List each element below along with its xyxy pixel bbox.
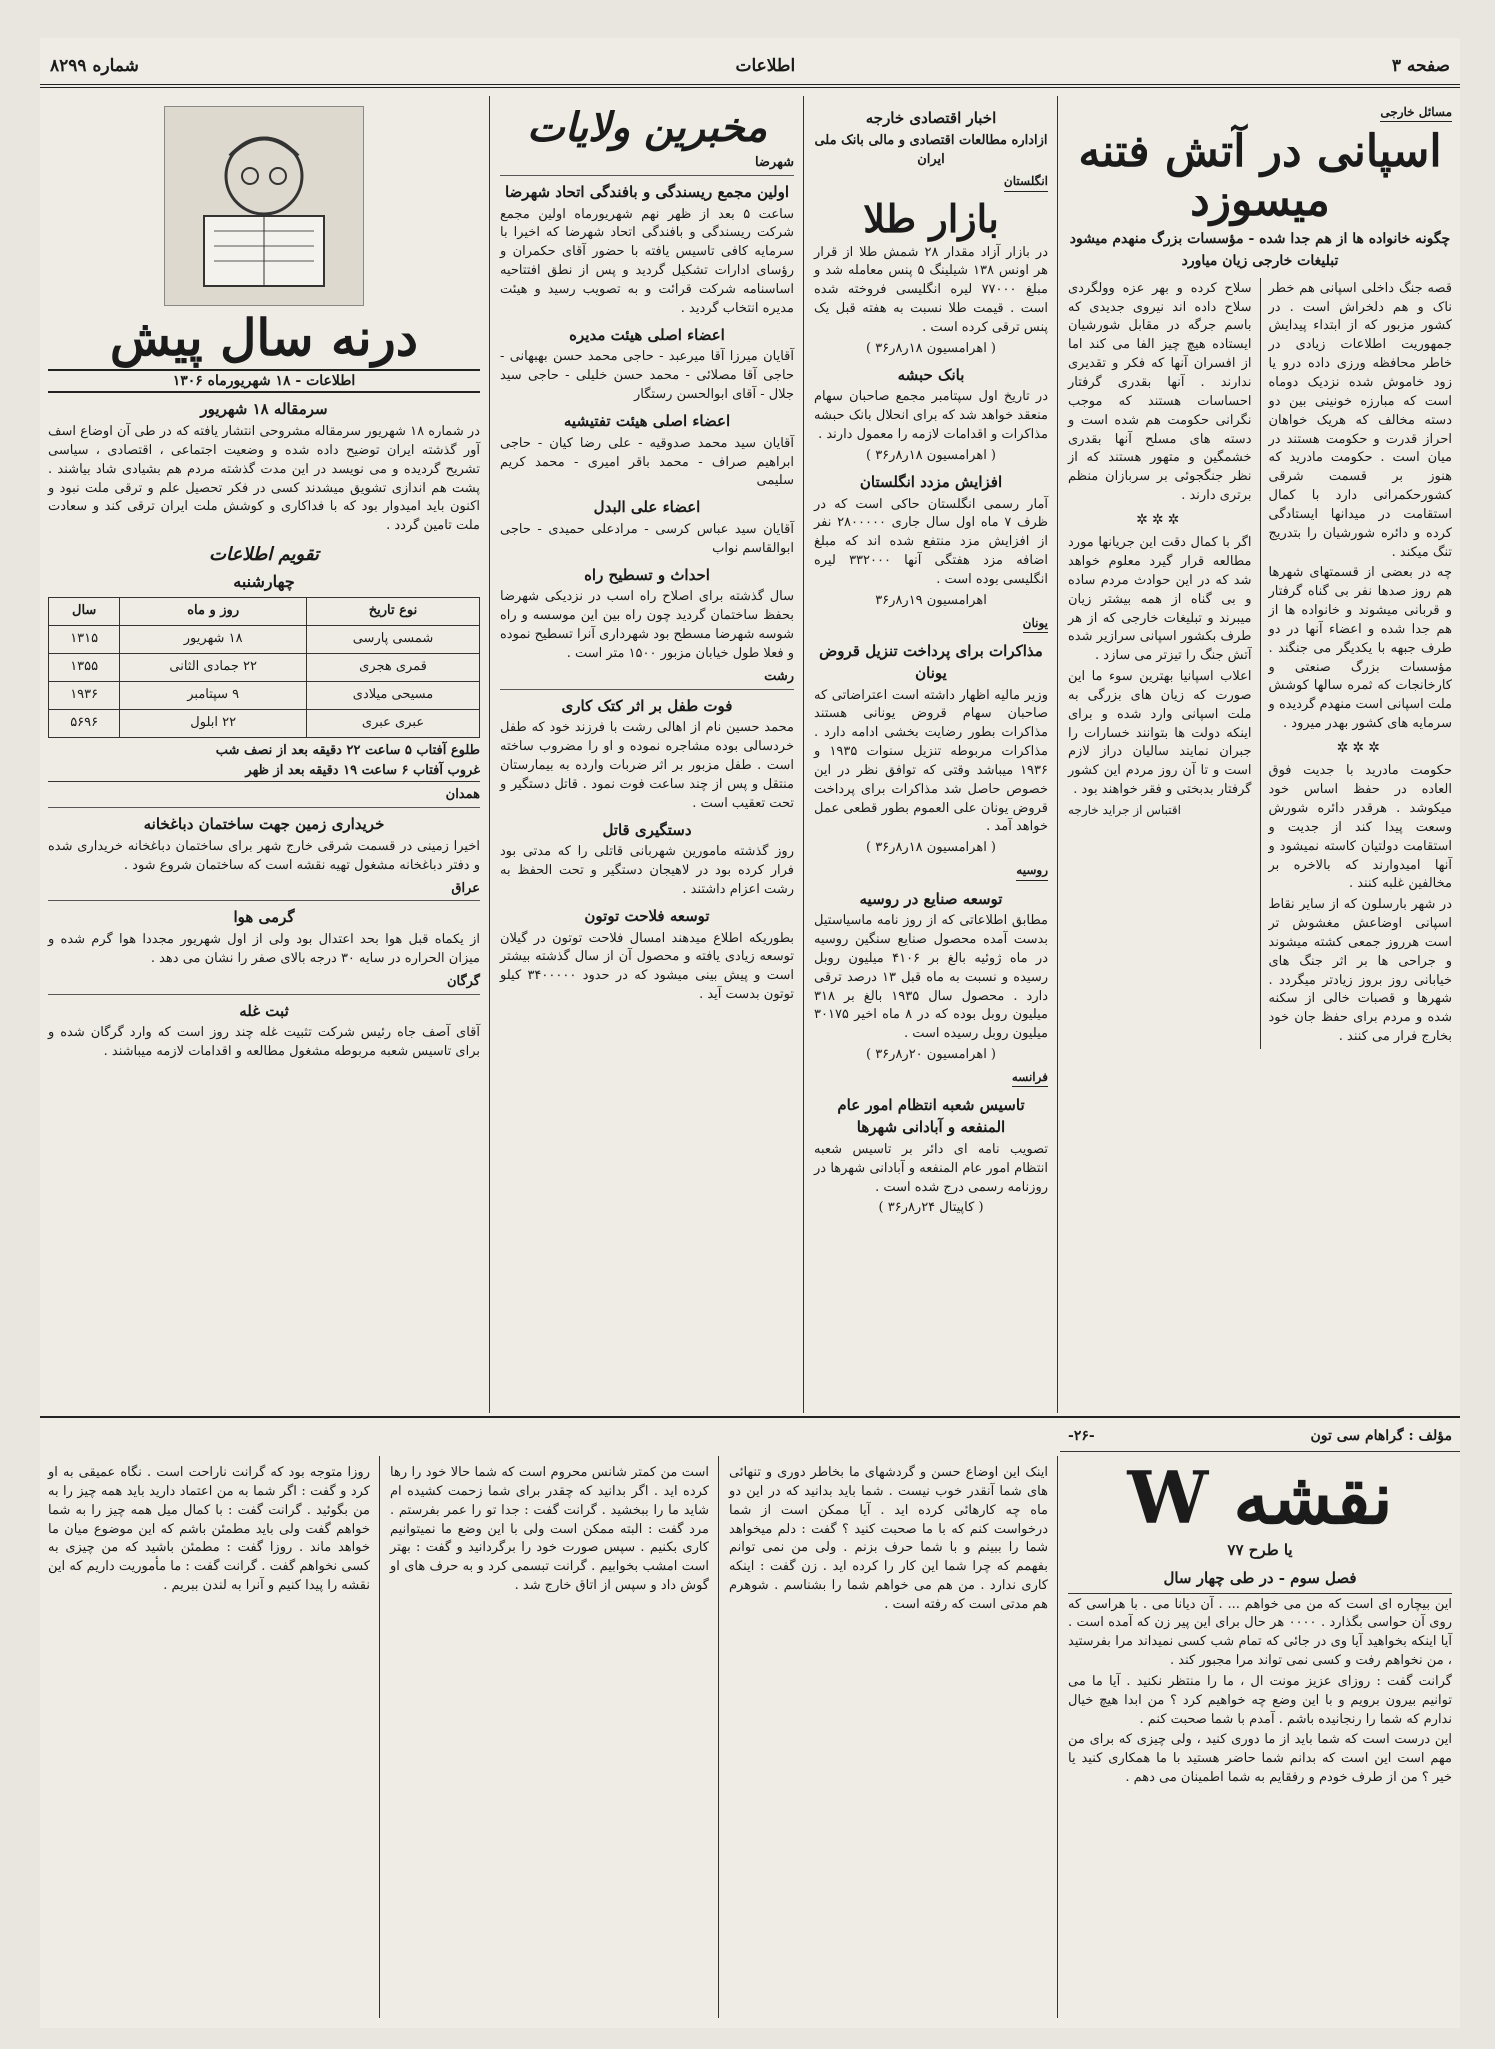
- weekday: چهارشنبه: [233, 572, 295, 592]
- serial-continuation-1: [721, 1456, 1056, 2018]
- news-reference: اهرامسیون ۱۹ر۸ر۳۶: [875, 592, 987, 608]
- news-paragraph: آمار رسمی انگلستان حاکی است که در ظرف ۷ ماه اول سال جاری ۲۸۰۰۰۰۰ نفر از افزایش مزد منتفع شده اند که مبلغ اضافه مزد هفتگی آنها ۳۳۲۰۰۰ لیره انگلیسی بوده است .: [814, 496, 1048, 587]
- serial-paragraph: این درست است که شما باید از ما دوری کنید ، ولی چیزی که برای من مهم است این است که بدانم شما حاضر هستید با ما همکاری کنید یا خیر ؟ من از طرف خودم و رفقایم به شما اطمینان می دهم .: [1068, 1732, 1452, 1786]
- calendar-row: [49, 654, 480, 682]
- source-note: اقتباس از جراید خارجه: [1068, 803, 1181, 817]
- news-paragraph: سال گذشته برای اصلاح راه اسب در نزدیکی شهرضا بحفظ ساختمان گردید چون راه بین این موسسه و راه شوسه شهرضا مسطح بود شهرداری آنرا تسطیح نموده و فعلا طول خیابان مزبور ۱۵۰۰ متر است .: [500, 589, 794, 661]
- serial-continuation-2: [382, 1456, 717, 2018]
- serial-installment: -۲۶-: [1068, 1427, 1095, 1444]
- serial-paragraph: گرانت گفت : روزای عزیز مونت ال ، ما را منتظر نکنید . آیا ما می توانیم بیرون برویم و با این وضع چه خواهیم کرد ؟ من ابدا هیچ خیال ندارم که شما را رنجانیده باشم . آمدم با شما صحبت کنم .: [1068, 1673, 1452, 1727]
- news-paragraph: آقایان سید محمد صدوقیه - علی رضا کیان - حاجی ابراهیم صراف - محمد باقر امیری - محمد کریم سلیمی: [500, 435, 794, 489]
- calendar-table: [48, 597, 480, 737]
- calendar-cell: مسیحی میلادی: [307, 681, 480, 709]
- calendar-header: روز و ماه: [120, 598, 307, 626]
- news-reference: ( اهرامسیون ۱۸ر۸ر۳۶ ): [865, 340, 997, 356]
- history-date: اطلاعات - ۱۸ شهریورماه ۱۳۰۶: [48, 369, 480, 393]
- calendar-header: سال: [49, 598, 120, 626]
- calendar-cell: ۲۲ ابلول: [120, 709, 307, 737]
- serial-title: نقشه W: [1127, 1456, 1393, 1540]
- economic-news-column: [806, 96, 1056, 1413]
- news-paragraph: در بازار آزاد مقدار ۲۸ شمش طلا از قرار هر اونس ۱۳۸ شیلینگ ۵ پنس معامله شد و مبلغ ۷۷۰۰۰ لیره انگلیسی فروخته شده است . قیمت طلا نسبت به هفته قبل یک پنس ترقی کرده است .: [814, 244, 1049, 335]
- news-headline: اولین مجمع ریسندگی و بافندگی اتحاد شهرضا: [504, 182, 790, 201]
- news-headline: مذاکرات برای پرداخت تنزیل قروض یونان: [819, 642, 1043, 682]
- news-paragraph: آقای آصف جاه رئیس شرکت تثبیت غله چند روز است که وارد گرگان شده و برای تاسیس شعبه مربوطه مشغول مطالعه و اقدامات لازمه میباشند .: [48, 1025, 480, 1060]
- calendar-cell: ۱۳۵۵: [49, 654, 120, 682]
- calendar-cell: قمری هجری: [307, 654, 480, 682]
- news-headline: اعضاء اصلی هیئت تفتیشیه: [563, 411, 731, 430]
- serial-paragraph: است من کمتر شانس محروم است که شما حالا خود را رها کرده اید . اگر بدانید که چقدر برای شما زحمت کشیده ام شاید ما را ببخشید . گرانت گفت : جدا تو را عمر بفرستم . مرد گفت : البته ممکن است ولی با این وضع ما نمیتوانیم کاری بکنیم . سپس صورت خود را برگردانید و گفت : بهتر است امشب بخوابیم . گرانت تبسمی کرد و به حرف های او گوش داد و سپس از اتاق خارج شد .: [390, 1465, 709, 1594]
- serial-paragraph: روزا متوجه بود که گرانت ناراحت است . نگاه عمیقی به او کرد و گفت : اگر شما به من اعتماد دارید باید همه چیز را به من بگوئید . گرانت گفت : با کمال میل همه چیز را به شما خواهم گفت ولی باید مطمئن باشم که این موضوع میان ما خواهد ماند . روزا گفت : مطمئن باشید که من چیزی به کسی نخواهم گفت . گرانت گفت : ما مأموریت داریم که این نقشه را پیدا کنیم و آنرا به لندن ببریم .: [48, 1465, 370, 1594]
- spain-paragraph: در شهر بارسلون که از سایر نقاط اسپانی اوضاعش مغشوش تر است هرروز جمعی کشته میشوند و جراحی ها بر اثر جنگ های خیابانی روز بروز زیادتر میگردد . شهرها و قصبات خالی از سکنه شده و مردم برای حفظ جان خود بخارج فرار می کنند .: [1268, 897, 1452, 1045]
- section-title: اخبار اقتصادی خارجه: [865, 109, 997, 127]
- news-paragraph: آقایان سید عباس کرسی - مرادعلی حمیدی - حاجی ابوالقاسم نواب: [500, 521, 794, 556]
- news-reference: ( کاپیتال ۲۴ر۸ر۳۶ ): [878, 1200, 984, 1216]
- issue-number: شماره ۸۲۹۹: [50, 56, 139, 76]
- news-reference: ( اهرامسیون ۱۸ر۸ر۳۶ ): [865, 840, 997, 856]
- page-number: صفحه ۳: [1391, 56, 1450, 76]
- country-label: فرانسه: [1012, 1069, 1048, 1087]
- city-label: عراق: [48, 880, 480, 902]
- serial-chapter: فصل سوم - در طی چهار سال: [1068, 1568, 1452, 1594]
- spain-paragraph: اعلاب اسپانیا بهترین سوء ما این صورت که زیان های بزرگی به ملت اسپانی وارد شده و برای اینکه دولت ها بتوانند خسارات را جبران نمایند سالیان دراز لازم است و تا آن روز مردم این کشور گرفتار بدبختی و فقر خواهند بود .: [1068, 669, 1252, 798]
- news-paragraph: از یکماه قبل هوا بحد اعتدال بود ولی از اول شهریور مجددا هوا گرم شده و میزان الحراره در سایه ۳۰ درجه بالای صفر را نشان می دهد .: [48, 932, 480, 967]
- news-paragraph: محمد حسین نام از اهالی رشت با فرزند خود که طفل خردسالی بوده مشاجره نموده و او را مضروب ساخته است . طفل مزبور بر اثر ضربات وارده به بیمارستان منتقل و پس از چند ساعت فوت نمود . قاتل دستگیر و تحت تعقیب است .: [500, 720, 794, 811]
- sunset-time: غروب آفتاب ۶ ساعت ۱۹ دقیقه بعد از ظهر: [48, 762, 480, 782]
- calendar-cell: عبری عبری: [307, 709, 480, 737]
- calendar-cell: ۲۲ جمادی الثانی: [120, 654, 307, 682]
- serial-continuation-3: [40, 1456, 378, 2018]
- news-headline: توسعه فلاحت توتون: [584, 906, 710, 925]
- news-headline: توسعه صنایع در روسیه: [859, 889, 1003, 908]
- city-label: رشت: [500, 668, 794, 690]
- calendar-header: نوع تاریخ: [307, 598, 480, 626]
- calendar-row: [49, 681, 480, 709]
- spain-paragraph: سلاح کرده و بهر عزه وولگردی سلاح داده اند نیروی جدیدی که باسم جرگه در مقابل شورشیان ایستاده هیچ چیز الفا می کند اما از افسران آنها که فکر و تقدیری ندارند . آنها بقدری گرفتار احساسات هستند که موجب نگرانی حکومت هم شده است و دسته های مسلح آنها بقدری خشمگین و متهور هستند که از نظر جنگجوئی بر سربازان منظم برتری دارند .: [1068, 280, 1252, 504]
- calendar-row: [49, 626, 480, 654]
- calendar-cell: ۱۳۱۵: [49, 626, 120, 654]
- serial-header: [1060, 1420, 1460, 1452]
- news-headline: افزایش مزدد انگلستان: [859, 472, 1003, 491]
- calendar-title: تقویم اطلاعات: [209, 544, 319, 566]
- news-headline: ثبت غله: [239, 1001, 289, 1020]
- foreign-affairs-column: [1060, 96, 1460, 1413]
- spain-subhead-2: تبلیغات خارجی زیان میاورد: [1181, 253, 1339, 270]
- news-paragraph: آقایان میرزا آقا میرعبد - حاجی محمد حسن بهبهانی - حاجی آقا مصلائی - محمد حسن خلیلی - حاجی سید جلال - آقای ابوالحسن رستگار: [500, 349, 794, 403]
- news-headline: دستگیری قاتل: [602, 820, 692, 839]
- serial-author: مؤلف : گراهام سی تون: [1310, 1427, 1452, 1444]
- provinces-column: [492, 96, 802, 1413]
- editorial-paragraph: در شماره ۱۸ شهریور سرمقاله مشروحی انتشار یافته که در طی آن اوضاع اسف آور گذشته ایران توضیح داده شده و وضعیت اجتماعی ، اقتصادی ، سیاسی تشریح گردیده و می نویسد در این مدت گذشته مردم هم بشیادی شاد بیاشند . پشت هم اندازی تشویق میشدند کسی در فکر تحصیل علم و ترقی ملت نبود و اکنون باید امیدوار بود که با فداکاری و کوشش ملت ایران ترقی کند و سعادت ملت تامین گردد .: [48, 424, 480, 534]
- serial-subtitle: یا طرح ۷۷: [1227, 1541, 1293, 1559]
- serial-column: [1060, 1456, 1460, 2018]
- city-label: گرگان: [48, 973, 480, 995]
- editorial-headline: سرمقاله ۱۸ شهریور: [200, 400, 328, 419]
- news-headline: خریداری زمین جهت ساختمان دباغخانه: [143, 815, 385, 834]
- news-paragraph: وزیر مالیه اظهار داشته است اعتراضاتی که صاحبان سهام قروض یونانی هستند مذاکرات بطور رضایت بخشی ادامه دارد . مذاکرات مربوطه تنزیل سنوات ۱۹۳۵ و ۱۹۳۶ میباشد وقتی که توافق نظر در این خصوص حاصل شد مذاکرات برای پرداخت قروض یونان علی العموم بطور قطعی عمل خواهد آمد .: [814, 687, 1048, 835]
- newspaper-page: [40, 38, 1460, 2028]
- country-label: انگلستان: [1004, 173, 1048, 191]
- news-reference: ( اهرامسیون ۲۰ر۸ر۳۶ ): [865, 1047, 997, 1063]
- spain-paragraph: چه در بعضی از قسمتهای شهرها هم روز صدها نفر بی گناه گرفتار و قربانی میشوند و خانواده ها از هم جدا شده و اعضاء آنها در دو طرف جبهه با یکدیگر می جنگند . مؤسسات بزرگ صنعتی و کارخانجات که ثمره سالها کوشش ملت اسپانی است منهدم گردیده و سرمایه های کشور بهدر میرود .: [1268, 565, 1452, 732]
- serial-paragraph: اینک این اوضاع حسن و گردشهای ما بخاطر دوری و تنهائی های شما آنقدر خوب نیست . شما باید بدانید که در این دو ماه چه کارهائی کرده اید . آیا ممکن است از شما درخواست کنم که با ما صحبت کنید ؟ گفت : دلم میخواهد شما را ببینم و با شما حرف بزنم . ولی من نمی توانم بفهمم که چرا شما این کار را کرده اید . زن گفت : اینکه کاری ندارد . من هم می خواهم شما را بشناسم . شوهرم هم مدتی است که رفته است .: [729, 1465, 1048, 1612]
- news-headline: تاسیس شعبه انتظام امور عام المنفعه و آبادانی شهرها: [837, 1096, 1025, 1137]
- calendar-row: [49, 709, 480, 737]
- news-paragraph: مطابق اطلاعاتی که از روز نامه ماسیاستیل بدست آمده محصول صنایع سنگین روسیه در ماه ژوئیه بالغ بر ۴۱۰۶ میلیون روبل رسیده و نسبت به ماه قبل ۱۳ درصد ترقی دارد . محصول سال ۱۹۳۵ بالغ بر ۳۱۸ میلیون روبل بوده که در ۸ ماه اخیر ۳۰۱۷۵ میلیون روبل رسیده است .: [814, 913, 1048, 1042]
- news-paragraph: بطوریکه اطلاع میدهند امسال فلاحت توتون در گیلان توسعه زیادی یافته و محصول آن از سال گذشته بیشتر است و پیش بینی میشود که در حدود ۳۴۰۰۰۰۰ کیلو توتون بدست آید .: [500, 930, 794, 1003]
- gold-market-headline: بازار طلا: [863, 195, 999, 241]
- reader-illustration: [164, 106, 364, 306]
- news-paragraph: روز گذشته مامورین شهربانی قاتلی را که مدتی بود فرار کرده بود در لاهیجان دستگیر و تحت الحفظ به رشت اعزام داشتند .: [500, 844, 794, 898]
- news-paragraph: در تاریخ اول سپتامبر مجمع صاحبان سهام منعقد خواهد شد که برای انحلال بانک حبشه مذاکرات و اقدامات لازمه را معمول دارند .: [814, 389, 1048, 443]
- news-headline: بانک حبشه: [897, 365, 965, 384]
- spain-headline: اسپانی در آتش فتنه میسوزد: [1078, 126, 1442, 226]
- serial-paragraph: این بیچاره ای است که من می خواهم ... . آن دیانا می . با هراسی که روی آن حواسی بگذارد . ۰۰۰۰ هر حال برای این پیر زن که آمده است . آیا اینکه بخواهید آیا وی در جائی که تمام شب کسی نمیداند مرا بفرستید ، من نخواهم رفت و کسی نمی تواند مرا مجبور کند .: [1068, 1596, 1452, 1669]
- city-label: همدان: [48, 786, 480, 808]
- sunrise-time: طلوع آفتاب ۵ ساعت ۲۲ دقیقه بعد از نصف شب: [215, 742, 480, 758]
- country-label: یونان: [1023, 615, 1048, 633]
- calendar-cell: ۱۸ شهریور: [120, 626, 307, 654]
- news-headline: اعضاء علی البدل: [593, 498, 701, 517]
- news-paragraph: اخیرا زمینی در قسمت شرقی خارج شهر برای ساختمان دباغخانه خریداری شده و دفتر دباغخانه مشغول تهیه نقشه است که ساختمان شروع شود .: [48, 838, 480, 873]
- spain-paragraph: اگر با کمال دقت این جریانها مورد مطالعه قرار گیرد معلوم خواهد شد که در این حوادث مردم ساده و بی گناه از همه بیشتر زیان میبرند و تبلیغات خارجی که از هر طرف بکشور اسپانی سرازیر شده آتش جنگ را تیزتر می سازد .: [1068, 535, 1252, 664]
- news-paragraph: ساعت ۵ بعد از ظهر نهم شهریورماه اولین مجمع شرکت ریسندگی و بافندگی اتحاد شهرضا که اخیرا با سرمایه کافی تاسیس یافته با حضور آقای حکمران و رؤسای ادارات تشکیل گردید و پس از نطق افتتاحیه اساسنامه شرکت قرائت و به تصویب رسید و هیئت مدیره انتخاب گردید .: [500, 206, 795, 316]
- nine-years-ago-title: درنه سال پیش: [109, 308, 419, 367]
- page-header: [40, 48, 1460, 88]
- city-label: شهرضا: [500, 154, 794, 176]
- news-reference: ( اهرامسیون ۱۸ر۸ر۳۶ ): [865, 447, 997, 463]
- section-source: ازاداره مطالعات اقتصادی و مالی بانک ملی ایران: [814, 132, 1048, 167]
- calendar-cell: ۵۶۹۶: [49, 709, 120, 737]
- calendar-cell: شمسی پارسی: [307, 626, 480, 654]
- calendar-cell: ۹ سپتامبر: [120, 681, 307, 709]
- provinces-headline: مخبرین ولایات: [527, 104, 767, 151]
- spain-paragraph: قصه جنگ داخلی اسپانی هم خطر ناک و هم دلخراش است . در کشور مزبور که از ابتداء پیدایش جمهوریت اطلاعات زیادی در خاطر محافظه ورزی داده درو یا زود خاموش شده نزدیک دوماه است که مبارزه خونینی بین دو دسته مخالف که هریک خواهان احراز قدرت و حکومت هستند در میان است . حکومت مادرید که هنوز بر قسمت شرقی کشورحکمرانی دارد با کمال استقامت در میدانها ایستادگی کرده و دائره شورشیان را بتدریج تنگ میکند .: [1268, 280, 1452, 560]
- masthead: اطلاعات: [735, 56, 796, 76]
- separator-stars: ✲✲✲: [1336, 740, 1384, 757]
- news-headline: اعضاء اصلی هیئت مدیره: [569, 325, 725, 344]
- spain-subhead-1: چگونه خانواده ها از هم جدا شده - مؤسسات بزرگ منهدم میشود: [1069, 231, 1451, 248]
- calendar-cell: ۱۹۳۶: [49, 681, 120, 709]
- country-label: روسیه: [1016, 862, 1048, 880]
- spain-paragraph: حکومت مادرید با جدیت فوق العاده در حفظ اساس خود میکوشد . هرقدر دائره شورش وسعت پیدا کند از جدیت و استقامت دولتیان کاسته نمیشود و آنها امیدوارند که بالاخره بر مخالفین غلبه کنند .: [1268, 763, 1452, 892]
- news-headline: گرمی هوا: [233, 908, 295, 927]
- news-headline: احداث و تسطیح راه: [584, 565, 710, 584]
- news-paragraph: تصویب نامه ای دائر بر تاسیس شعبه انتظام امور عام المنفعه و آبادانی شهرها در روزنامه رسمی درج شده است .: [814, 1141, 1048, 1195]
- separator-stars: ✲✲✲: [1136, 511, 1184, 528]
- history-column: [40, 96, 488, 1413]
- section-label: مسائل خارجی: [1380, 104, 1452, 122]
- news-headline: فوت طفل بر اثر کتک کاری: [561, 696, 733, 715]
